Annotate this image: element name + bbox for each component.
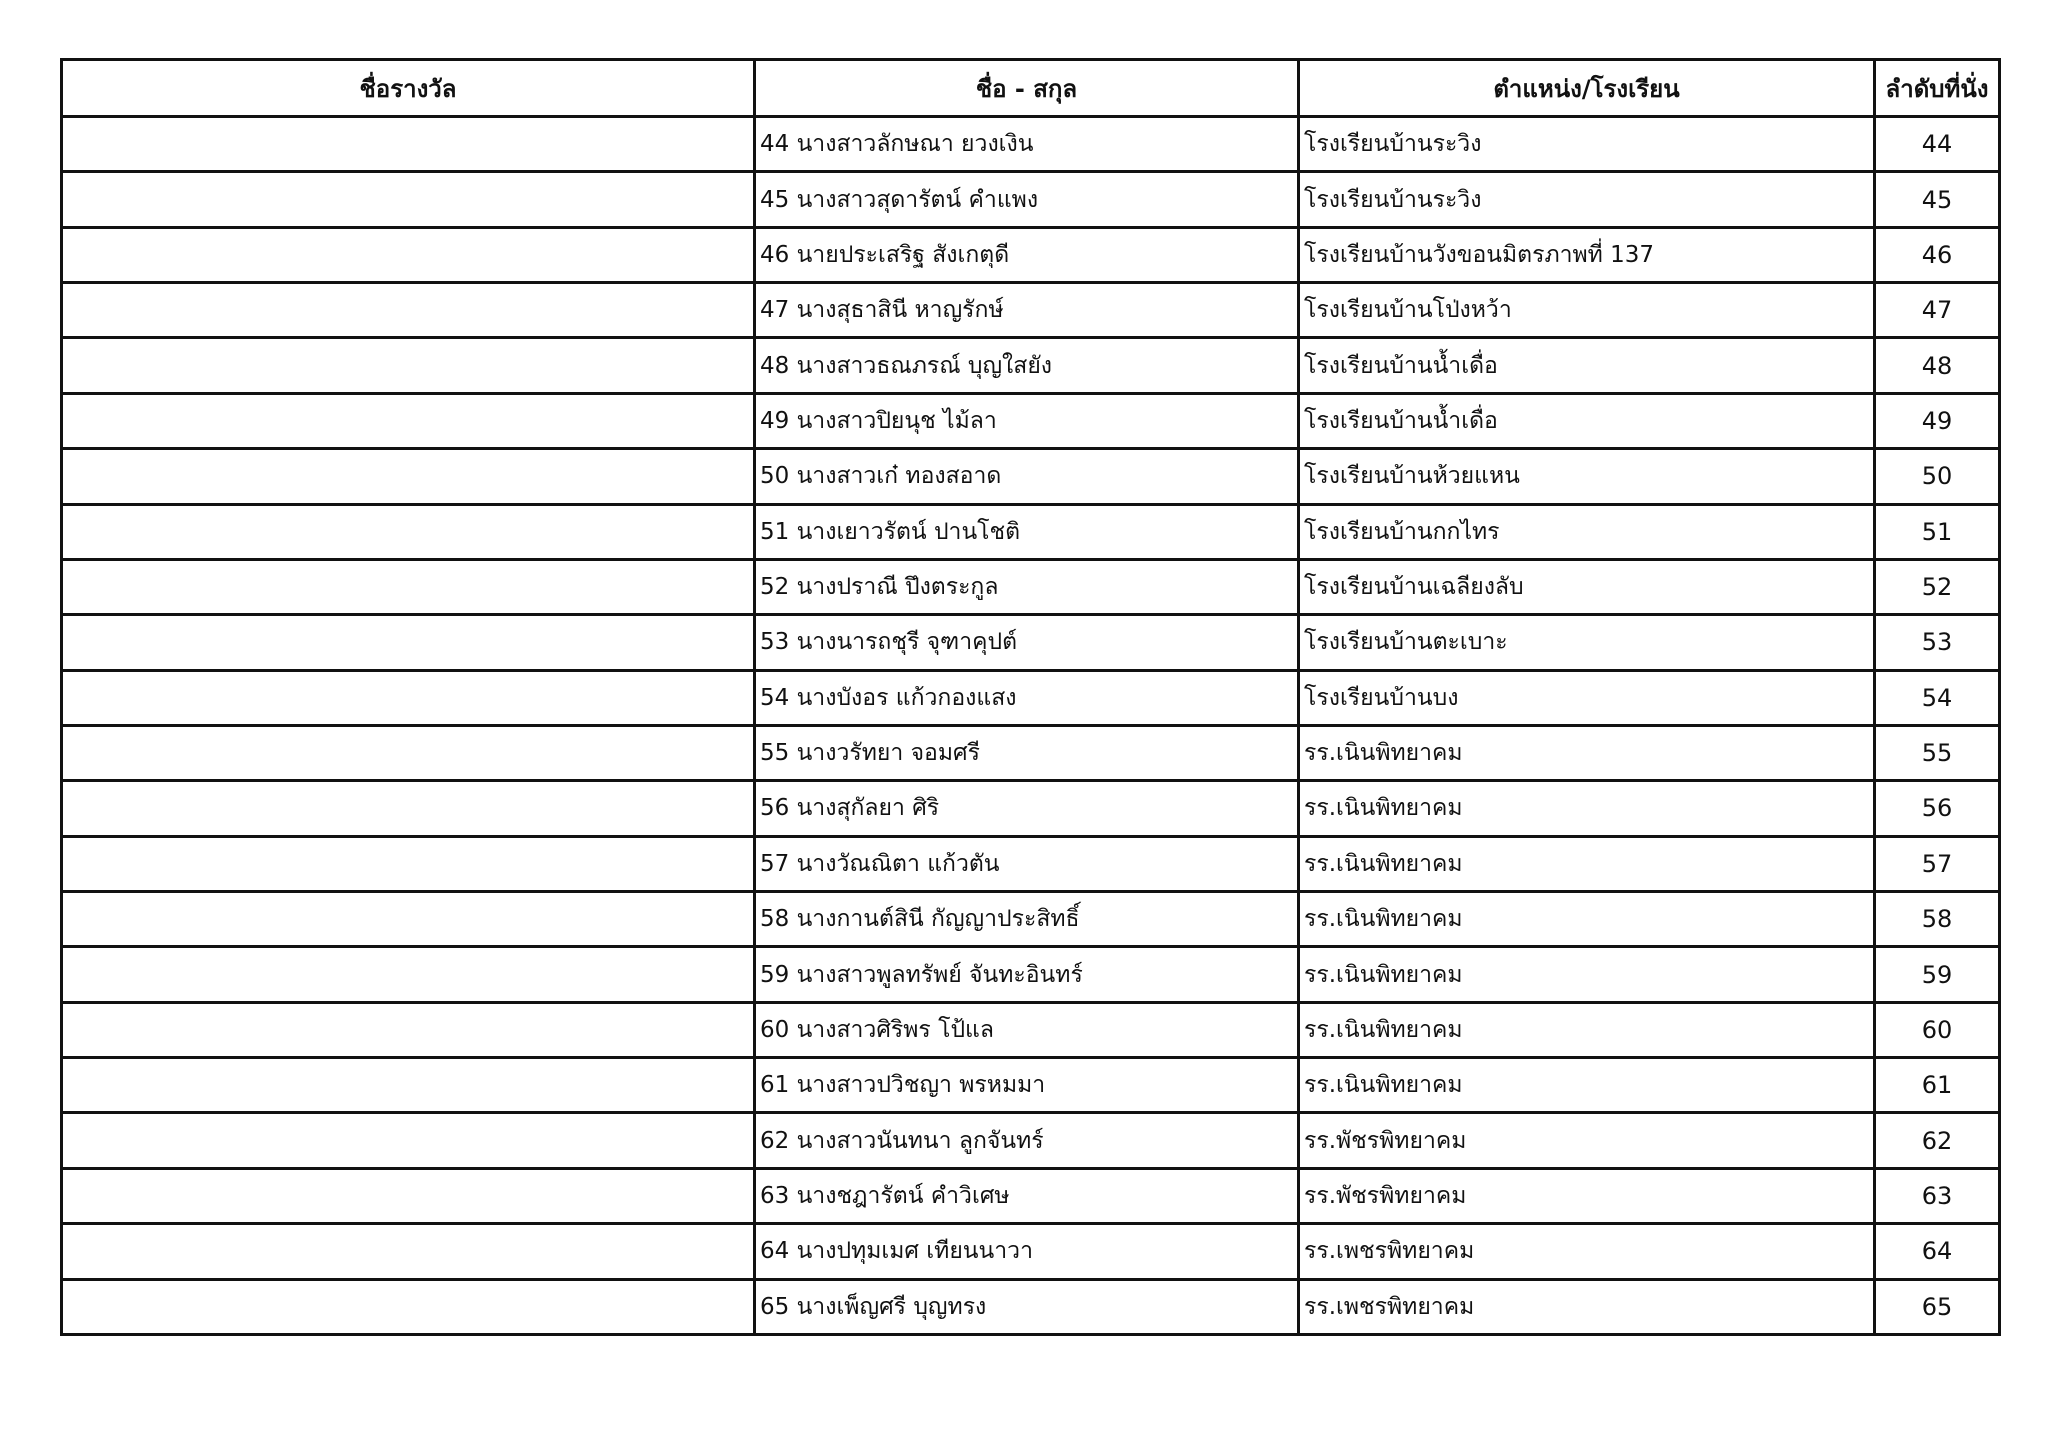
name-cell: 44 นางสาวลักษณา ยวงเงิน [755,117,1299,172]
school-cell: รร.เนินพิทยาคม [1299,947,1875,1002]
name-cell: 64 นางปทุมเมศ เทียนนาวา [755,1224,1299,1279]
award-cell [62,947,755,1002]
seat-cell: 54 [1875,670,2000,725]
table-row [62,449,2000,504]
header-full-name: ชื่อ - สกุล [755,60,1299,117]
seat-cell: 56 [1875,781,2000,836]
school-cell: โรงเรียนบ้านบง [1299,670,1875,725]
name-cell: 62 นางสาวนันทนา ลูกจันทร์ [755,1113,1299,1168]
header-position-school: ตำแหน่ง/โรงเรียน [1299,60,1875,117]
name-cell: 51 นางเยาวรัตน์ ปานโชติ [755,504,1299,559]
seat-cell: 57 [1875,836,2000,891]
award-cell [62,117,755,172]
seat-cell: 55 [1875,725,2000,780]
table-row [62,172,2000,227]
name-cell: 54 นางบังอร แก้วกองแสง [755,670,1299,725]
name-cell: 52 นางปราณี ปึงตระกูล [755,559,1299,614]
award-cell [62,283,755,338]
seat-cell: 59 [1875,947,2000,1002]
school-cell: โรงเรียนบ้านน้ำเดื่อ [1299,338,1875,393]
name-cell: 45 นางสาวสุดารัตน์ คำแพง [755,172,1299,227]
table-row [62,947,2000,1002]
school-cell: รร.เนินพิทยาคม [1299,781,1875,836]
award-cell [62,227,755,282]
school-cell: โรงเรียนบ้านน้ำเดื่อ [1299,393,1875,448]
school-cell: รร.เพชรพิทยาคม [1299,1224,1875,1279]
name-cell: 50 นางสาวเก๋ ทองสอาด [755,449,1299,504]
school-cell: รร.เนินพิทยาคม [1299,1002,1875,1057]
award-cell [62,1168,755,1223]
header-seat-number: ลำดับที่นั่ง [1875,60,2000,117]
school-cell: โรงเรียนบ้านระวิง [1299,117,1875,172]
award-cell [62,615,755,670]
table-row [62,338,2000,393]
seat-cell: 50 [1875,449,2000,504]
table-row [62,1224,2000,1279]
table-row [62,670,2000,725]
school-cell: โรงเรียนบ้านระวิง [1299,172,1875,227]
award-cell [62,781,755,836]
seat-cell: 64 [1875,1224,2000,1279]
name-cell: 53 นางนารถชุรี จุฑาคุปต์ [755,615,1299,670]
school-cell: โรงเรียนบ้านตะเบาะ [1299,615,1875,670]
seat-cell: 53 [1875,615,2000,670]
school-cell: รร.เพชรพิทยาคม [1299,1279,1875,1334]
award-cell [62,393,755,448]
award-cell [62,836,755,891]
school-cell: โรงเรียนบ้านวังขอนมิตรภาพที่ 137 [1299,227,1875,282]
name-cell: 58 นางกานต์สินี กัญญาประสิทธิ์ [755,892,1299,947]
name-cell: 46 นายประเสริฐ สังเกตุดี [755,227,1299,282]
name-cell: 60 นางสาวศิริพร โป้แล [755,1002,1299,1057]
table-row [62,283,2000,338]
seat-cell: 61 [1875,1058,2000,1113]
name-cell: 63 นางชฎารัตน์ คำวิเศษ [755,1168,1299,1223]
table-row [62,393,2000,448]
school-cell: โรงเรียนบ้านห้วยแหน [1299,449,1875,504]
table-row [62,725,2000,780]
seat-cell: 58 [1875,892,2000,947]
award-cell [62,338,755,393]
name-cell: 48 นางสาวธณภรณ์ บุญใสยัง [755,338,1299,393]
seat-cell: 48 [1875,338,2000,393]
name-cell: 56 นางสุกัลยา ศิริ [755,781,1299,836]
name-cell: 65 นางเพ็ญศรี บุญทรง [755,1279,1299,1334]
table-row [62,781,2000,836]
school-cell: รร.เนินพิทยาคม [1299,892,1875,947]
school-cell: รร.เนินพิทยาคม [1299,725,1875,780]
award-cell [62,1224,755,1279]
award-cell [62,559,755,614]
seat-cell: 49 [1875,393,2000,448]
award-cell [62,892,755,947]
seat-cell: 47 [1875,283,2000,338]
seat-cell: 65 [1875,1279,2000,1334]
award-cell [62,1279,755,1334]
name-cell: 49 นางสาวปิยนุช ไม้ลา [755,393,1299,448]
award-cell [62,1002,755,1057]
school-cell: รร.พัชรพิทยาคม [1299,1168,1875,1223]
award-cell [62,172,755,227]
seat-cell: 44 [1875,117,2000,172]
table-row [62,1279,2000,1334]
award-seating-table [60,58,2001,1336]
award-cell [62,725,755,780]
seat-cell: 63 [1875,1168,2000,1223]
header-award-name: ชื่อรางวัล [62,60,755,117]
table-row [62,227,2000,282]
seat-cell: 52 [1875,559,2000,614]
table-row [62,559,2000,614]
school-cell: รร.พัชรพิทยาคม [1299,1113,1875,1168]
school-cell: รร.เนินพิทยาคม [1299,836,1875,891]
award-cell [62,1113,755,1168]
table-row [62,615,2000,670]
table-row [62,1113,2000,1168]
award-cell [62,504,755,559]
award-cell [62,449,755,504]
header-row [62,60,2000,117]
school-cell: โรงเรียนบ้านโป่งหว้า [1299,283,1875,338]
school-cell: รร.เนินพิทยาคม [1299,1058,1875,1113]
school-cell: โรงเรียนบ้านเฉลียงลับ [1299,559,1875,614]
table-row [62,892,2000,947]
table-row [62,1002,2000,1057]
seat-cell: 46 [1875,227,2000,282]
seat-cell: 62 [1875,1113,2000,1168]
seat-cell: 51 [1875,504,2000,559]
name-cell: 61 นางสาวปวิชญา พรหมมา [755,1058,1299,1113]
table-row [62,1058,2000,1113]
seat-cell: 45 [1875,172,2000,227]
name-cell: 59 นางสาวพูลทรัพย์ จันทะอินทร์ [755,947,1299,1002]
table-row [62,836,2000,891]
name-cell: 55 นางวรัทยา จอมศรี [755,725,1299,780]
award-cell [62,1058,755,1113]
table-row [62,1168,2000,1223]
name-cell: 47 นางสุธาสินี หาญรักษ์ [755,283,1299,338]
table-row [62,504,2000,559]
name-cell: 57 นางวัณณิตา แก้วตัน [755,836,1299,891]
award-cell [62,670,755,725]
table-row [62,117,2000,172]
seat-cell: 60 [1875,1002,2000,1057]
school-cell: โรงเรียนบ้านกกไทร [1299,504,1875,559]
